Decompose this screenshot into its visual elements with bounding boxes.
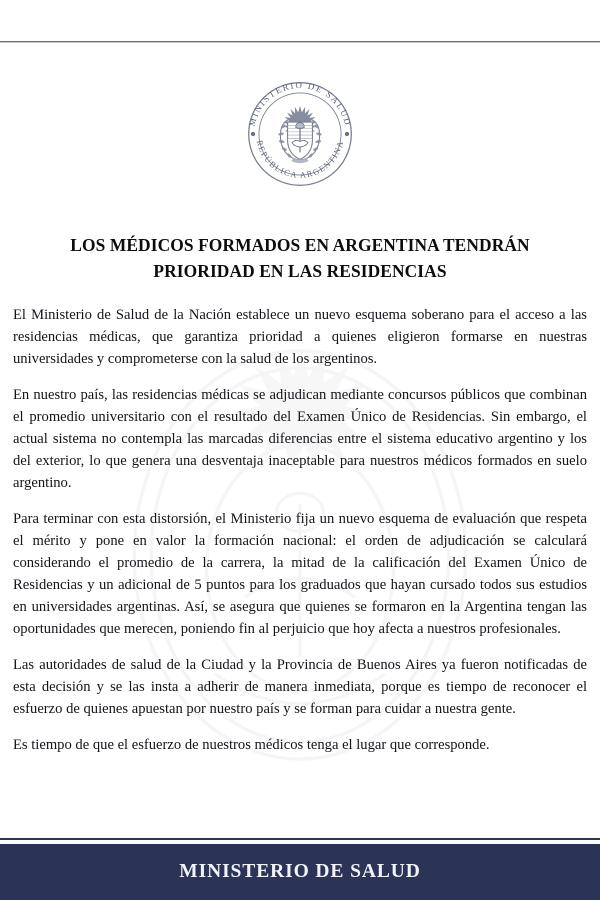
- header-rule-zone: [0, 0, 600, 42]
- paragraph-5: Es tiempo de que el esfuerzo de nuestros médicos tenga el lugar que corresponde.: [13, 737, 490, 753]
- svg-text:MINISTERIO DE SALUD: MINISTERIO DE SALUD: [246, 80, 354, 128]
- ministry-of-health-seal-icon: [246, 80, 354, 188]
- page-title: LOS MÉDICOS FORMADOS EN ARGENTINA TENDRÁN PRIORIDAD EN LAS RESIDENCIAS: [70, 235, 530, 281]
- paragraph-1: El Ministerio de Salud de la Nación establece un nuevo esquema soberano para el acceso a las residencias médicas, que garantiza prioridad a quienes eligieron formarse en nuestras universidades y comprometerse con la salud de los argentinos.: [13, 307, 587, 367]
- paragraph-4: Las autoridades de salud de la Ciudad y la Provincia de Buenos Aires ya fueron notificadas de esta decisión y se las insta a adherir de manera inmediata, porque es tiempo de reconocer el esfuerzo de quienes apuestan por nuestro país y se forman para cuidar a nuestra gente.: [13, 657, 587, 717]
- paragraph-3: Para terminar con esta distorsión, el Ministerio fija un nuevo esquema de evaluación que respeta el mérito y pone en valor la formación nacional: el orden de adjudicación se calculará considerando el promedio de la carrera, la mitad de la calificación del Examen Único de Residencias y un adicional de 5 puntos para los graduados que hayan cursado todos sus estudios en universidades argentinas. Así, se asegura que quienes se formaron en la Argentina tengan las oportunidades que merecen, poniendo fin al perjuicio que hoy afecta a nuestros profesionales.: [13, 511, 587, 637]
- footer: [0, 838, 600, 900]
- document-content: [0, 42, 600, 838]
- seal-container: [12, 80, 588, 188]
- body-text: [12, 304, 588, 756]
- paragraph-2: En nuestro país, las residencias médicas se adjudican mediante concursos públicos que combinan el promedio universitario con el resultado del Examen Único de Residencias. Sin embargo, el actual sistema no contempla las marcadas diferencias entre el sistema educativo argentino y los del exterior, lo que genera una desventaja inaceptable para nuestros médicos formados en suelo argentino.: [13, 387, 587, 491]
- svg-text:REPÚBLICA ARGENTINA: REPÚBLICA ARGENTINA: [254, 139, 346, 180]
- footer-title: MINISTERIO DE SALUD: [179, 861, 421, 882]
- footer-band: [0, 844, 600, 900]
